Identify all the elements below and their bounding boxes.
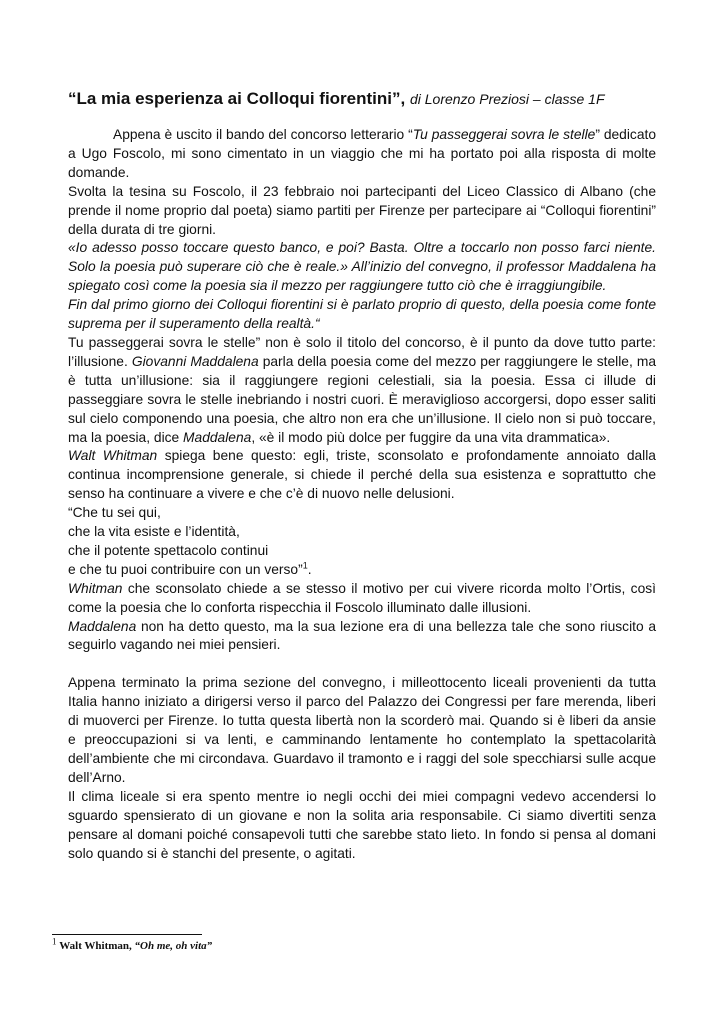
poem-line: che la vita esiste e l’identità, <box>68 524 240 540</box>
paragraph-intro: Appena è uscito il bando del concorso letterario “Tu passeggerai sovra le stelle” dedicato a Ugo Foscolo, mi sono cimentato in un viaggio che mi ha portato poi alla risposta di molte domande. <box>68 127 656 180</box>
footnote-number: 1 <box>52 936 57 947</box>
paragraph-quote: «Io adesso posso toccare questo banco, e poi? Basta. Oltre a toccarlo non posso farci niente. Solo la poesia può superare ciò che è reale.» All’inizio del convegno, il professor Maddalena ha spiegato così come la poesia sia il mezzo per raggiungere tutto ciò che è irraggiungibile. <box>68 240 656 294</box>
paragraph-gap <box>68 655 656 674</box>
poem-line: “Che tu sei qui, <box>68 505 161 521</box>
title-main: “La mia esperienza ai Colloqui fiorentini”, <box>68 89 406 108</box>
paragraph-ortis: Whitman che sconsolato chiede a se stesso il motivo per cui vivere ricorda molto l’Ortis, così come la poesia che lo conforta rispecchia il Foscolo illuminato dalle illusioni. <box>68 580 656 615</box>
paragraph-illusion: Tu passeggerai sovra le stelle” non è solo il titolo del concorso, è il punto da dove tutto parte: l’illusione. Giovanni Maddalena parla della poesia come del mezzo per raggiungere le stelle, ma è tutta un’illusione: sia il raggiungere regioni celestiali, sia la poesia. Essa ci illude di passeggiare sovra le stelle inebriando i nostri cuori. È meraviglioso accorgersi, dopo esser saliti sul cielo componendo una poesia, che altro non era che un’illusione. Il cielo non si può toccare, ma la poesia, dice Maddalena, «è il modo più dolce per fuggire da una vita drammatica». <box>68 334 656 445</box>
paragraph-lesson: Maddalena non ha detto questo, ma la sua lezione era di una bellezza tale che sono riuscito a seguirlo vagando nei miei pensieri. <box>68 618 656 653</box>
footnote-work: “Oh me, oh vita” <box>134 940 213 952</box>
footnote-divider <box>52 934 202 935</box>
footnote-ref: 1 <box>302 560 308 571</box>
paragraph-whitman: Walt Whitman spiega bene questo: egli, triste, sconsolato e profondamente annoiato dalla continua incomprensione generale, si chiede il perché della sua esistenza e soprattutto che senso ha continuare a vivere e che c’è di nuovo nelle delusioni. <box>68 448 656 502</box>
poem-line: e che tu puoi contribuire con un verso”$^1$. <box>68 560 312 577</box>
footnote <box>52 936 213 953</box>
paragraph-trip: Svolta la tesina su Foscolo, il 23 febbraio noi partecipanti del Liceo Classico di Albano (che prende il nome proprio dal poeta) siamo partiti per Firenze per partecipare ai “Colloqui fiorentini” della durata di tre giorni. <box>68 183 656 237</box>
footnote-author: Walt Whitman, <box>59 940 135 952</box>
contest-title: Tu passeggerai sovra le stelle <box>412 127 596 142</box>
document-body <box>68 126 656 863</box>
poem-line: che il potente spettacolo continui <box>68 542 269 558</box>
paragraph-florence: Appena terminato la prima sezione del convegno, i milleottocento liceali provenienti da tutta Italia hanno iniziato a dirigersi verso il parco del Palazzo dei Congressi per fare merenda, liberi di muoverci per Firenze. Io tutta questa libertà non la scorderò mai. Quando si è liberi da ansie e preoccupazioni si va lenti, e camminando lentamente ho contemplato la spettacolarità dell’ambiente che mi circondava. Guardavo il tramonto e i raggi del sole specchiarsi sulle acque dell’Arno. <box>68 675 656 785</box>
paragraph-first-day: Fin dal primo giorno dei Colloqui fiorentini si è parlato proprio di questo, della poesia come fonte suprema per il superamento della realtà.“ <box>68 297 656 332</box>
document-title <box>68 88 688 110</box>
title-byline: di Lorenzo Preziosi – classe 1F <box>409 91 605 107</box>
paragraph-climate: Il clima liceale si era spento mentre io negli occhi dei miei compagni vedevo accendersi lo sguardo spensierato di un giovane e non la solita aria responsabile. Ci siamo divertiti senza pensare al domani poiché consapevoli tutti che sarebbe stato lieto. In fondo si pensa al domani solo quando si è stanchi del presente, o agitati. <box>68 788 656 861</box>
